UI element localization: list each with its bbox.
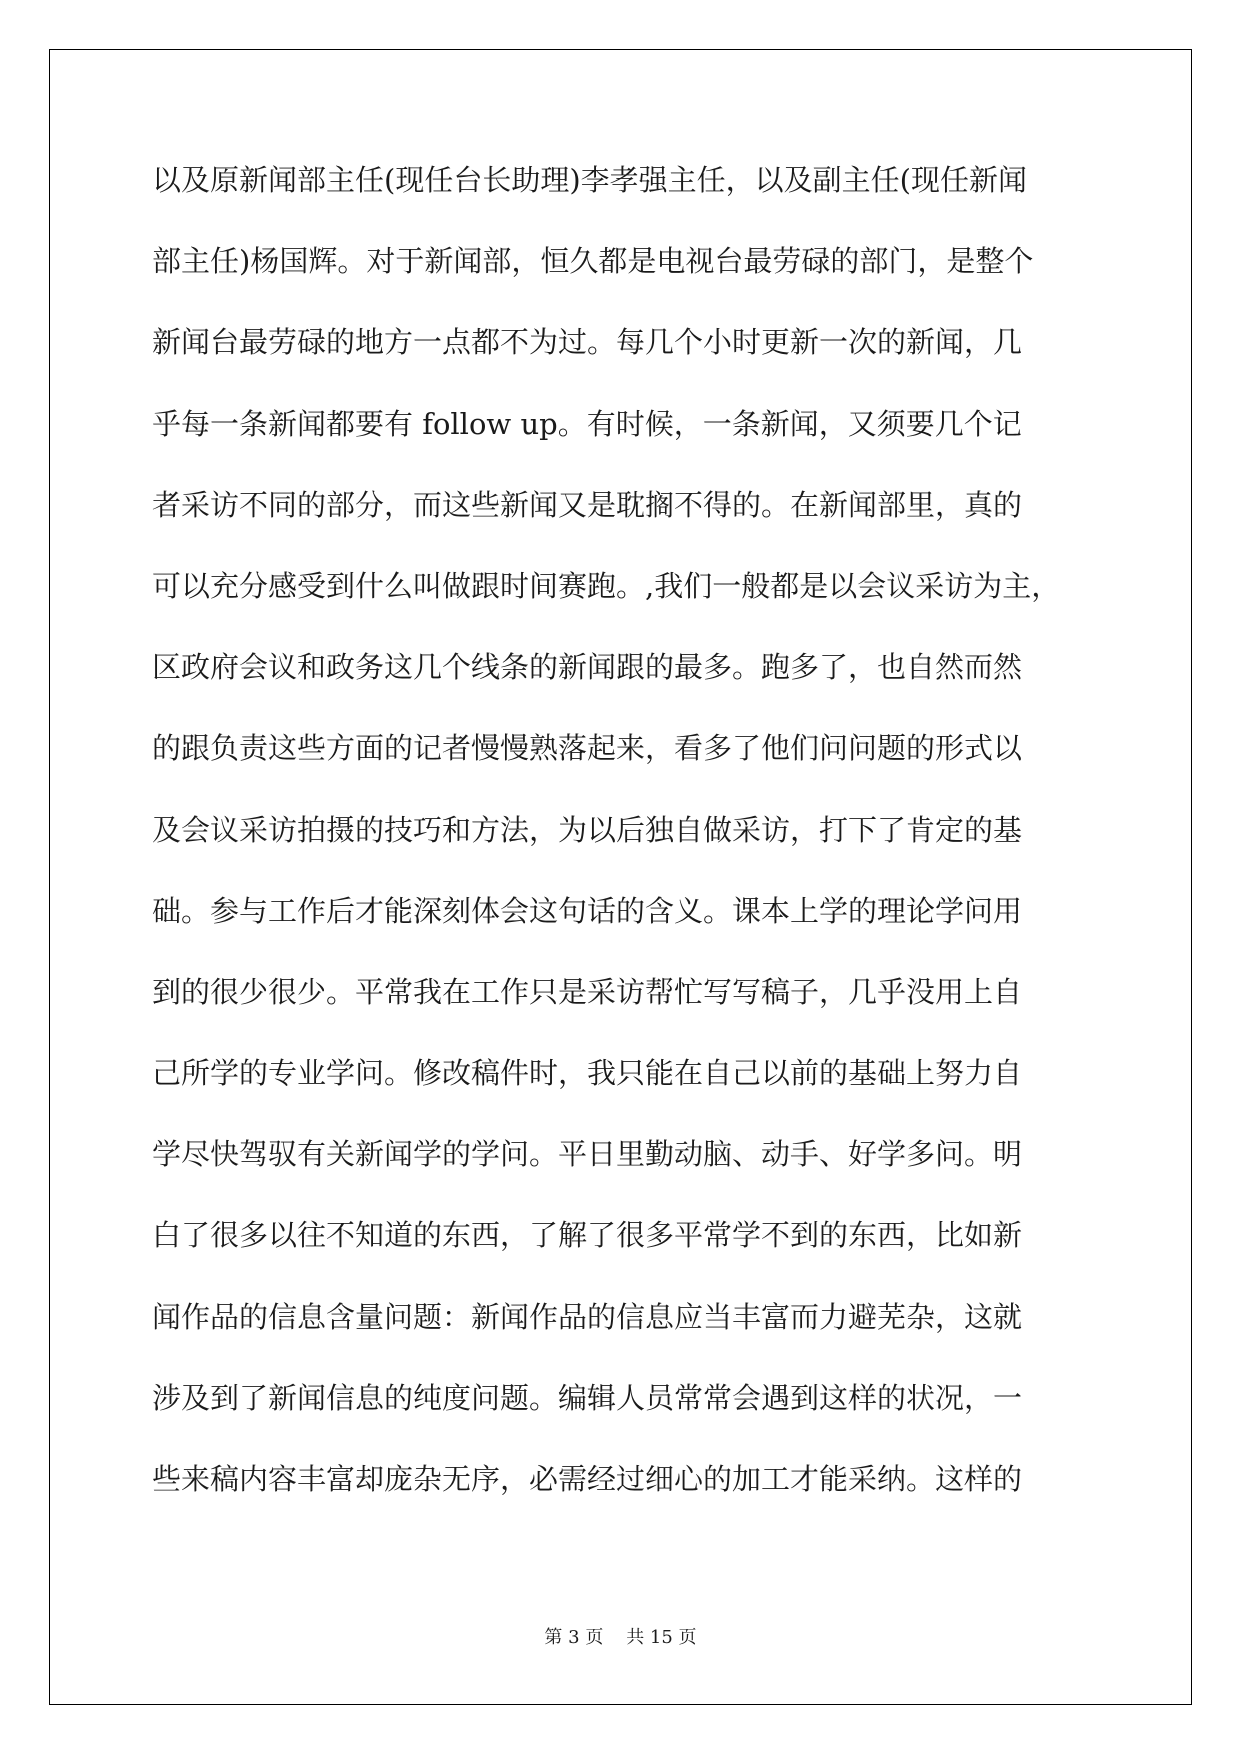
text-line: 乎每一条新闻都要有 follow up。有时候，一条新闻，又须要几个记: [152, 406, 1022, 441]
body-text: [152, 160, 1092, 1540]
text-line: 白了很多以往不知道的东西，了解了很多平常学不到的东西，比如新: [152, 1218, 1023, 1253]
text-line: 新闻台最劳碌的地方一点都不为过。每几个小时更新一次的新闻，几: [152, 325, 1023, 360]
text-line: 己所学的专业学问。修改稿件时，我只能在自己以前的基础上努力自: [152, 1056, 1023, 1091]
text-line: 涉及到了新闻信息的纯度问题。编辑人员常常会遇到这样的状况，一: [152, 1380, 1023, 1415]
text-line: 及会议采访拍摄的技巧和方法，为以后独自做采访，打下了肯定的基: [152, 812, 1023, 847]
text-line: 闻作品的信息含量问题：新闻作品的信息应当丰富而力避芜杂，这就: [152, 1299, 1023, 1334]
page-number: 第 3 页 共 15 页: [544, 1627, 697, 1648]
text-line: 部主任)杨国辉。对于新闻部，恒久都是电视台最劳碌的部门，是整个: [152, 244, 1034, 279]
text-line: 到的很少很少。平常我在工作只是采访帮忙写写稿子，几乎没用上自: [152, 974, 1023, 1009]
text-line: 以及原新闻部主任(现任台长助理)李孝强主任，以及副主任(现任新闻: [152, 163, 1027, 197]
text-line: 区政府会议和政务这几个线条的新闻跟的最多。跑多了，也自然而然: [152, 650, 1023, 685]
text-line: 些来稿内容丰富却庞杂无序，必需经过细心的加工才能采纳。这样的: [152, 1462, 1023, 1496]
text-line: 础。参与工作后才能深刻体会这句话的含义。课本上学的理论学问用: [152, 893, 1023, 928]
text-line: 可以充分感受到什么叫做跟时间赛跑。,我们一般都是以会议采访为主，: [152, 568, 1061, 603]
text-line: 者采访不同的部分，而这些新闻又是耽搁不得的。在新闻部里，真的: [152, 487, 1023, 522]
text-line: 的跟负责这些方面的记者慢慢熟落起来，看多了他们问问题的形式以: [152, 731, 1023, 766]
text-line: 学尽快驾驭有关新闻学的学问。平日里勤动脑、动手、好学多问。明: [152, 1137, 1023, 1172]
